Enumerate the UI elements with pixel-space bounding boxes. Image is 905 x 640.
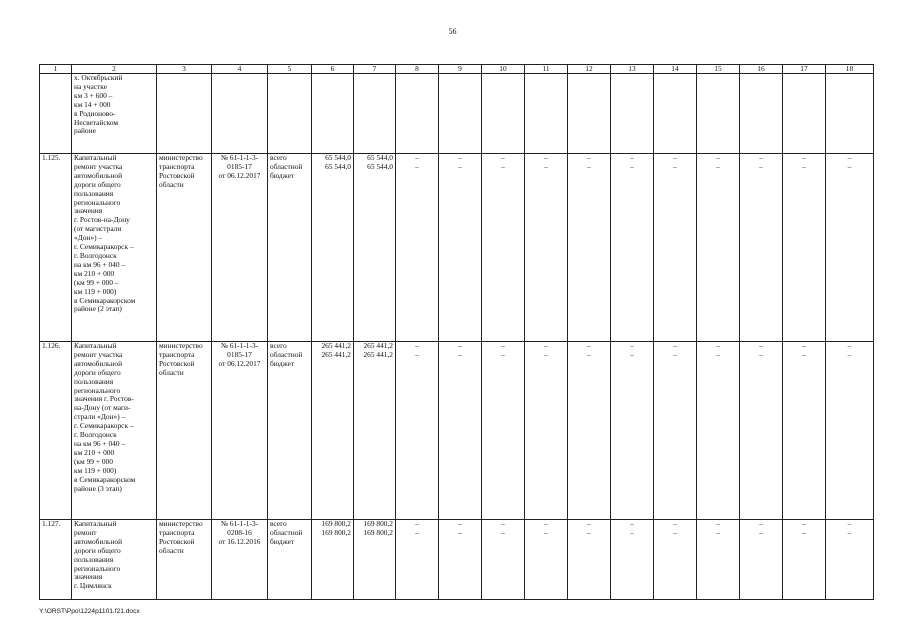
amount-total: 265 441,2 265 441,2: [312, 342, 354, 520]
amount-cell: [697, 74, 740, 154]
amount-cell: [783, 74, 826, 154]
column-number: 1: [40, 65, 72, 74]
column-number: 11: [525, 65, 568, 74]
amount-cell: – –: [439, 520, 482, 600]
amount-cell: – –: [654, 154, 697, 342]
amount-cell: – –: [439, 154, 482, 342]
amount-cell: [439, 74, 482, 154]
column-number: 13: [611, 65, 654, 74]
row-number: [40, 74, 72, 154]
amount-total: [312, 74, 354, 154]
responsible-agency: министерство транспорта Ростовской области: [157, 342, 212, 520]
amount-cell: – –: [740, 342, 783, 520]
amount-cell: – –: [826, 520, 874, 600]
amount-cell: – –: [482, 342, 525, 520]
column-number: 6: [312, 65, 354, 74]
amount-cell: [482, 74, 525, 154]
object-name: Капитальный ремонт автомобильной дороги общего пользования регионального значения г. Цимлянск: [72, 520, 157, 600]
amount-cell: – –: [783, 520, 826, 600]
approval-document: № 61-1-1-3- 0185-17 от 06.12.2017: [212, 154, 268, 342]
amount-cell: – –: [439, 342, 482, 520]
amount-cell: – –: [611, 520, 654, 600]
amount-cell: [525, 74, 568, 154]
amount-cell: – –: [396, 342, 439, 520]
column-number: 7: [354, 65, 396, 74]
column-number: 3: [157, 65, 212, 74]
amount-cell: – –: [783, 154, 826, 342]
funding-source: всего областной бюджет: [268, 154, 312, 342]
column-number: 10: [482, 65, 525, 74]
amount-cell: [654, 74, 697, 154]
approval-document: № 61-1-1-3- 0208-16 от 16.12.2016: [212, 520, 268, 600]
amount-cell: – –: [740, 520, 783, 600]
table-row: [40, 74, 874, 154]
amount-cell: – –: [568, 520, 611, 600]
amount-cell: – –: [740, 154, 783, 342]
amount-cell: [826, 74, 874, 154]
program-table: [39, 64, 874, 600]
approval-document: [212, 74, 268, 154]
funding-source: всего областной бюджет: [268, 520, 312, 600]
amount-cell: – –: [611, 154, 654, 342]
amount-cell: – –: [697, 520, 740, 600]
column-number: 9: [439, 65, 482, 74]
amount-cell: – –: [482, 520, 525, 600]
table-row: [40, 520, 874, 600]
table-row: [40, 154, 874, 342]
column-number: 17: [783, 65, 826, 74]
column-number: 4: [212, 65, 268, 74]
funding-source: [268, 74, 312, 154]
funding-source: всего областной бюджет: [268, 342, 312, 520]
column-number: 14: [654, 65, 697, 74]
file-path-footer: Y:\ORST\Ppo\1224p1101.f21.docx: [39, 608, 140, 615]
responsible-agency: [157, 74, 212, 154]
column-number: 16: [740, 65, 783, 74]
amount-cell: – –: [826, 154, 874, 342]
amount-cell: [611, 74, 654, 154]
row-number: 1.127.: [40, 520, 72, 600]
approval-document: № 61-1-1-3- 0185-17 от 06.12.2017: [212, 342, 268, 520]
amount-cell: [396, 74, 439, 154]
amount-cell: – –: [568, 154, 611, 342]
amount-cell: – –: [654, 520, 697, 600]
row-number: 1.125.: [40, 154, 72, 342]
amount-cell: – –: [525, 154, 568, 342]
amount-cell: – –: [654, 342, 697, 520]
amount-total: 169 800,2 169 800,2: [312, 520, 354, 600]
column-number: 12: [568, 65, 611, 74]
amount-cell: – –: [525, 342, 568, 520]
amount-year: 265 441,2 265 441,2: [354, 342, 396, 520]
page-number: 56: [448, 27, 457, 36]
object-name: Капитальный ремонт участка автомобильной дороги общего пользования регионального значения г. Ростов-на-Дону (от магистрали «Дон») – г. Семикаракорск – г. Волгодонск на км 96 + 040 – км 210 + 000 (км 99 + 000 – км 119 + 000) в Семикаракорском районе (2 этап): [72, 154, 157, 342]
responsible-agency: министерство транспорта Ростовской области: [157, 520, 212, 600]
amount-cell: – –: [396, 520, 439, 600]
object-name: х. Октябрьский на участке км 3 + 600 – км 14 + 000 в Родионово- Несветайском районе: [72, 74, 157, 154]
amount-cell: – –: [826, 342, 874, 520]
amount-total: 65 544,0 65 544,0: [312, 154, 354, 342]
column-number: 18: [826, 65, 874, 74]
column-number: 2: [72, 65, 157, 74]
object-name: Капитальный ремонт участка автомобильной дороги общего пользования регионального значения г. Ростов- на-Дону (от маги- страли «Дон») – г. Семикаракорск – г. Волгодонск на км 96 + 040 – км 210 + 000 (км 99 + 000 км 119 + 000) в Семикаракорском районе (3 этап): [72, 342, 157, 520]
amount-cell: – –: [568, 342, 611, 520]
amount-cell: – –: [611, 342, 654, 520]
column-number: 5: [268, 65, 312, 74]
amount-year: 169 800,2 169 800,2: [354, 520, 396, 600]
amount-cell: – –: [783, 342, 826, 520]
responsible-agency: министерство транспорта Ростовской области: [157, 154, 212, 342]
amount-cell: – –: [697, 342, 740, 520]
amount-cell: – –: [482, 154, 525, 342]
amount-cell: – –: [697, 154, 740, 342]
amount-cell: – –: [396, 154, 439, 342]
table-body: [40, 74, 874, 600]
amount-cell: [568, 74, 611, 154]
column-number-row: [40, 65, 874, 74]
amount-cell: [740, 74, 783, 154]
column-number: 8: [396, 65, 439, 74]
amount-year: 65 544,0 65 544,0: [354, 154, 396, 342]
row-number: 1.126.: [40, 342, 72, 520]
column-number: 15: [697, 65, 740, 74]
amount-cell: – –: [525, 520, 568, 600]
table-row: [40, 342, 874, 520]
amount-year: [354, 74, 396, 154]
